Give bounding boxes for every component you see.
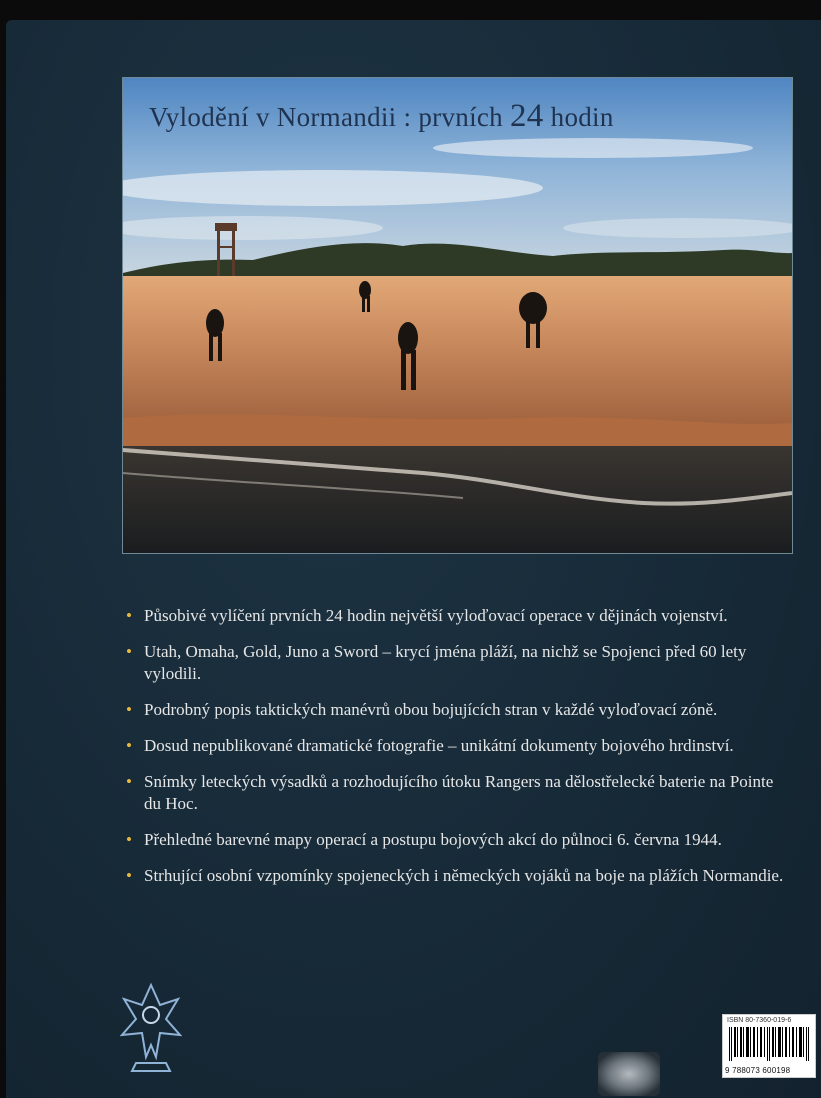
feature-item: • Přehledné barevné mapy operací a postupu bojových akcí do půlnoci 6. června 1944. <box>126 830 722 849</box>
feature-item: • Podrobný popis taktických manévrů obou bojujících stran v každé vyloďovací zóně. <box>126 700 718 719</box>
photo-title <box>149 98 779 135</box>
feature-item: • Utah, Omaha, Gold, Juno a Sword – krycí jména pláží, na nichž se Spojenci před 60 lety vylodili. <box>126 642 747 683</box>
barcode-bars-icon <box>729 1027 809 1061</box>
feature-item: • Působivé vylíčení prvních 24 hodin největší vyloďovací operace v dějinách vojenství. <box>126 606 728 625</box>
feature-item: • Strhující osobní vzpomínky spojeneckých i německých vojáků na boje na plážích Normandie. <box>126 866 784 885</box>
photo-scene <box>123 78 792 553</box>
title-end: hodin <box>543 102 614 132</box>
beach-landing-photo <box>122 77 793 554</box>
title-number: 24 <box>510 98 544 134</box>
isbn-barcode <box>722 1014 816 1078</box>
barcode-digits: 9 788073 600198 <box>725 1066 791 1075</box>
feature-item: • Snímky leteckých výsadků a rozhodujícího útoku Rangers na dělostřelecké baterie na Pointe du Hoc. <box>126 772 774 813</box>
bullet-icon: • <box>126 642 132 661</box>
feature-list <box>126 605 786 901</box>
bullet-icon: • <box>126 772 132 791</box>
title-main: Vylodění v Normandii : prvních <box>149 102 510 132</box>
price-sticker <box>598 1052 660 1096</box>
feature-item: • Dosud nepublikované dramatické fotografie – unikátní dokumenty bojového hrdinství. <box>126 736 734 755</box>
bullet-icon: • <box>126 700 132 719</box>
bullet-icon: • <box>126 830 132 849</box>
bullet-icon: • <box>126 866 132 885</box>
bullet-icon: • <box>126 606 132 625</box>
bullet-icon: • <box>126 736 132 755</box>
publisher-logo-icon <box>120 975 182 1075</box>
isbn-text: ISBN 80-7360-019-6 <box>727 1017 792 1024</box>
